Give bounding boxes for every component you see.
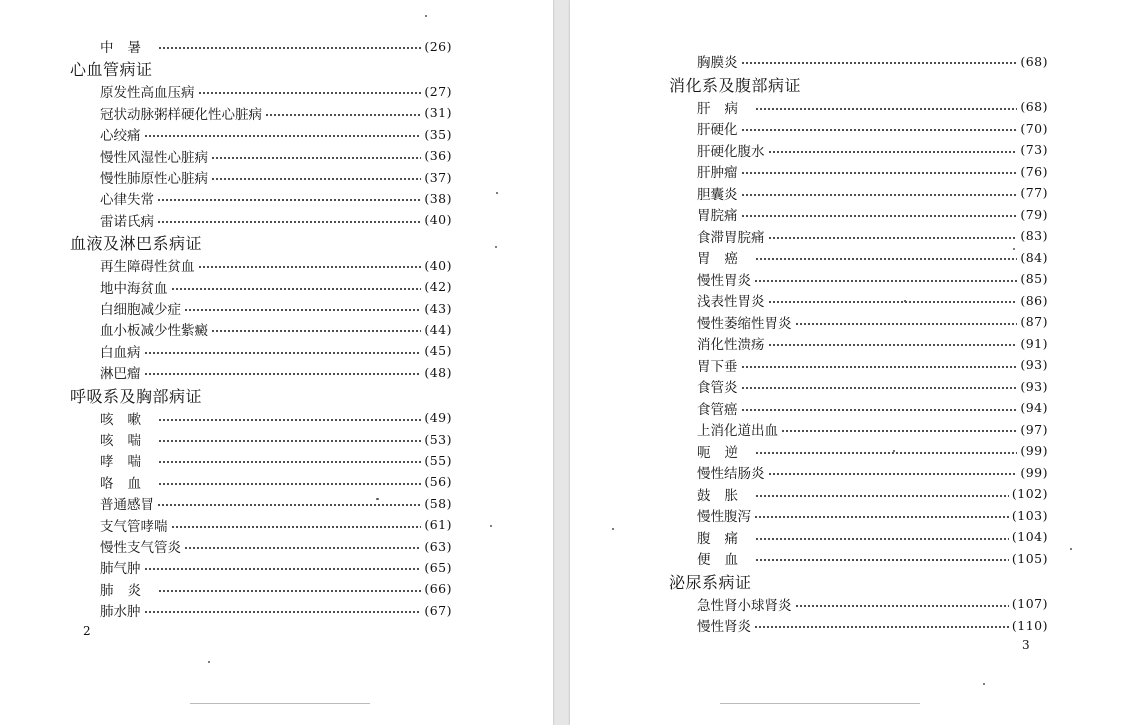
toc-entry[interactable] xyxy=(697,484,1048,504)
toc-entry-label: 肝病 xyxy=(697,100,752,117)
dot-leader xyxy=(184,546,421,550)
toc-entry[interactable] xyxy=(100,319,452,339)
toc-entry[interactable] xyxy=(100,408,452,428)
toc-entry-label: 腹痛 xyxy=(697,530,752,547)
dot-leader xyxy=(755,451,1017,455)
toc-entry-page: (67) xyxy=(424,602,452,618)
toc-entry-page: (87) xyxy=(1020,314,1048,329)
toc-entry[interactable] xyxy=(697,269,1048,289)
toc-entry-label: 肺气肿 xyxy=(100,561,141,578)
dot-leader xyxy=(768,300,1018,304)
toc-entry-label: 咳嗽 xyxy=(100,411,155,428)
toc-entry-label: 中暑 xyxy=(100,40,155,56)
toc-entry[interactable] xyxy=(697,204,1048,224)
toc-entry-page: (65) xyxy=(424,559,452,575)
toc-entry-page: (83) xyxy=(1020,228,1048,243)
dot-leader xyxy=(158,589,421,593)
dot-leader xyxy=(158,418,421,422)
toc-entry[interactable] xyxy=(697,183,1048,203)
toc-entry-label: 慢性支气管炎 xyxy=(100,540,181,556)
toc-entry-label: 胸膜炎 xyxy=(697,55,738,71)
toc-entry[interactable] xyxy=(697,419,1048,439)
dot-leader xyxy=(158,46,421,50)
toc-entry-label: 原发性高血压病 xyxy=(100,85,195,102)
toc-entry-label: 消化性溃疡 xyxy=(697,337,765,353)
dot-leader xyxy=(795,604,1009,608)
dot-leader xyxy=(755,558,1009,562)
toc-entry[interactable] xyxy=(100,210,452,230)
dot-leader xyxy=(755,257,1017,261)
toc-entry[interactable] xyxy=(697,140,1048,160)
toc-entry-page: (56) xyxy=(424,474,452,490)
toc-entry-label: 慢性肾炎 xyxy=(697,619,751,635)
toc-entry-page: (66) xyxy=(424,581,452,597)
toc-entry-page: (49) xyxy=(424,410,452,426)
toc-entry[interactable] xyxy=(697,527,1048,547)
toc-entry-page: (58) xyxy=(424,495,452,511)
toc-entry-page: (86) xyxy=(1020,292,1048,308)
toc-entry[interactable] xyxy=(100,493,452,513)
section-heading: 消化系及腹部病证 xyxy=(669,75,802,95)
dot-leader xyxy=(754,625,1009,629)
toc-entry-page: (55) xyxy=(424,452,452,468)
toc-entry-label: 哮喘 xyxy=(100,454,155,471)
dot-leader xyxy=(144,351,422,355)
toc-entry[interactable] xyxy=(100,579,452,599)
toc-entry-label: 再生障碍性贫血 xyxy=(100,259,195,276)
scan-speck xyxy=(490,525,492,527)
toc-entry-page: (102) xyxy=(1011,486,1048,501)
toc-entry-page: (43) xyxy=(424,300,452,316)
toc-entry-label: 慢性萎缩性胃炎 xyxy=(697,315,792,332)
toc-entry-page: (48) xyxy=(424,364,452,380)
toc-entry[interactable] xyxy=(100,188,452,208)
toc-entry-label: 慢性肺原性心脏病 xyxy=(100,171,208,187)
toc-entry-label: 便血 xyxy=(697,552,752,568)
toc-entry-label: 食管炎 xyxy=(697,380,738,396)
section-heading: 心血管病证 xyxy=(70,60,153,80)
scan-artifact-line xyxy=(720,703,920,704)
dot-leader xyxy=(768,150,1018,154)
scan-speck xyxy=(1070,548,1072,550)
dot-leader xyxy=(158,482,421,486)
dot-leader xyxy=(741,386,1018,390)
toc-entry-page: (84) xyxy=(1020,249,1048,265)
page-number-right: 3 xyxy=(1022,638,1030,652)
toc-entry[interactable] xyxy=(100,515,452,535)
dot-leader xyxy=(741,61,1018,65)
toc-entry-page: (79) xyxy=(1020,206,1048,222)
toc-entry[interactable] xyxy=(697,97,1048,117)
toc-entry[interactable] xyxy=(100,362,452,382)
toc-entry[interactable] xyxy=(100,36,452,56)
toc-entry-label: 支气管哮喘 xyxy=(100,518,168,535)
toc-entry[interactable] xyxy=(100,146,452,166)
toc-entry[interactable] xyxy=(697,615,1048,635)
toc-entry[interactable] xyxy=(697,594,1048,614)
toc-entry[interactable] xyxy=(697,51,1048,71)
toc-list-left xyxy=(0,0,553,725)
toc-entry-label: 肺水肿 xyxy=(100,604,141,621)
dot-leader xyxy=(741,365,1018,369)
toc-entry-page: (107) xyxy=(1011,596,1048,611)
toc-entry[interactable] xyxy=(697,118,1048,138)
toc-entry[interactable] xyxy=(697,312,1048,332)
toc-entry-page: (26) xyxy=(424,38,452,54)
toc-entry[interactable] xyxy=(100,167,452,187)
scan-artifact-line xyxy=(190,703,370,704)
toc-entry-page: (77) xyxy=(1020,185,1048,200)
dot-leader xyxy=(171,287,422,291)
dot-leader xyxy=(741,193,1018,197)
toc-entry[interactable] xyxy=(697,548,1048,568)
toc-entry-label: 肝硬化腹水 xyxy=(697,143,765,160)
toc-entry[interactable] xyxy=(100,277,452,297)
dot-leader xyxy=(211,177,421,181)
section-heading: 呼吸系及胸部病证 xyxy=(70,386,203,406)
dot-leader xyxy=(781,429,1017,433)
toc-entry[interactable] xyxy=(100,341,452,361)
toc-entry-page: (38) xyxy=(424,190,452,206)
toc-entry-label: 肝硬化 xyxy=(697,122,738,138)
dot-leader xyxy=(198,265,422,269)
toc-entry-page: (44) xyxy=(424,321,452,337)
toc-entry-page: (31) xyxy=(424,105,452,121)
toc-entry[interactable] xyxy=(100,429,452,449)
dot-leader xyxy=(755,537,1009,541)
toc-entry-label: 咳喘 xyxy=(100,433,155,449)
toc-entry[interactable] xyxy=(100,255,452,275)
toc-entry-label: 淋巴瘤 xyxy=(100,366,141,383)
toc-entry-label: 慢性风湿性心脏病 xyxy=(100,149,208,166)
toc-entry-page: (70) xyxy=(1020,120,1048,136)
toc-entry-label: 胃癌 xyxy=(697,251,752,267)
dot-leader xyxy=(741,128,1018,132)
toc-entry-label: 上消化道出血 xyxy=(697,423,778,439)
dot-leader xyxy=(198,91,422,95)
toc-entry[interactable] xyxy=(100,472,452,492)
scan-speck xyxy=(208,661,210,663)
toc-entry[interactable] xyxy=(100,298,452,318)
scan-speck xyxy=(983,683,985,685)
scan-speck xyxy=(893,450,895,452)
scan-speck xyxy=(612,528,614,530)
dot-leader xyxy=(754,515,1009,519)
toc-entry-label: 胆囊炎 xyxy=(697,186,738,203)
dot-leader xyxy=(157,220,421,224)
toc-entry-label: 肝肿瘤 xyxy=(697,165,738,181)
toc-entry-page: (91) xyxy=(1020,335,1048,351)
toc-entry-page: (85) xyxy=(1020,271,1048,286)
toc-entry[interactable] xyxy=(100,450,452,470)
dot-leader xyxy=(144,610,422,614)
toc-entry[interactable] xyxy=(100,600,452,620)
toc-entry[interactable] xyxy=(697,462,1048,482)
toc-entry[interactable] xyxy=(100,536,452,556)
toc-entry-label: 肺炎 xyxy=(100,582,155,599)
toc-entry-page: (68) xyxy=(1020,99,1048,114)
toc-entry-label: 浅表性胃炎 xyxy=(697,294,765,310)
toc-entry-page: (97) xyxy=(1020,421,1048,437)
dot-leader xyxy=(754,279,1017,283)
scan-speck xyxy=(1013,248,1015,250)
toc-entry-page: (68) xyxy=(1020,53,1048,69)
toc-entry-page: (36) xyxy=(424,148,452,164)
toc-entry-page: (93) xyxy=(1020,378,1048,394)
toc-entry-label: 呃逆 xyxy=(697,444,752,461)
dot-leader xyxy=(755,107,1017,111)
dot-leader xyxy=(144,372,422,376)
toc-entry[interactable] xyxy=(100,557,452,577)
dot-leader xyxy=(768,472,1018,476)
section-heading: 泌尿系病证 xyxy=(669,572,752,592)
toc-entry-label: 雷诺氏病 xyxy=(100,213,154,230)
toc-entry-label: 普通感冒 xyxy=(100,497,154,514)
toc-entry[interactable] xyxy=(100,103,452,123)
toc-entry[interactable] xyxy=(697,290,1048,310)
toc-entry[interactable] xyxy=(697,376,1048,396)
toc-entry-page: (37) xyxy=(424,169,452,185)
toc-entry-label: 白细胞减少症 xyxy=(100,302,181,318)
toc-entry-page: (73) xyxy=(1020,142,1048,157)
scan-speck xyxy=(495,246,497,248)
toc-entry[interactable] xyxy=(697,398,1048,418)
scan-speck xyxy=(904,300,906,302)
page-number-left: 2 xyxy=(83,624,91,638)
toc-entry-label: 急性肾小球肾炎 xyxy=(697,597,792,614)
dot-leader xyxy=(768,236,1018,240)
left-page xyxy=(0,0,553,725)
toc-entry-label: 胃脘痛 xyxy=(697,208,738,224)
dot-leader xyxy=(144,567,422,571)
toc-entry-page: (61) xyxy=(424,517,452,533)
dot-leader xyxy=(741,214,1018,218)
toc-entry-page: (45) xyxy=(424,343,452,359)
dot-leader xyxy=(157,503,421,507)
toc-entry-label: 咯血 xyxy=(100,475,155,492)
toc-entry-page: (99) xyxy=(1020,443,1048,458)
scan-speck xyxy=(425,15,427,17)
toc-entry-label: 慢性腹泻 xyxy=(697,509,751,525)
toc-entry-page: (63) xyxy=(424,538,452,554)
toc-entry-page: (42) xyxy=(424,279,452,295)
toc-entry-page: (76) xyxy=(1020,163,1048,179)
toc-entry-label: 慢性结肠炎 xyxy=(697,466,765,482)
right-page xyxy=(570,0,1125,725)
toc-entry[interactable] xyxy=(697,226,1048,246)
toc-entry-page: (110) xyxy=(1011,617,1048,633)
toc-entry[interactable] xyxy=(697,505,1048,525)
dot-leader xyxy=(265,113,421,117)
toc-entry-label: 胃下垂 xyxy=(697,358,738,375)
dot-leader xyxy=(755,494,1009,498)
toc-entry-page: (99) xyxy=(1020,464,1048,480)
toc-entry-page: (40) xyxy=(424,257,452,273)
toc-entry[interactable] xyxy=(100,81,452,101)
dot-leader xyxy=(211,329,421,333)
toc-entry-page: (103) xyxy=(1011,507,1048,523)
toc-entry[interactable] xyxy=(697,441,1048,461)
toc-entry-label: 心绞痛 xyxy=(100,128,141,145)
toc-entry-label: 食管癌 xyxy=(697,401,738,418)
section-heading: 血液及淋巴系病证 xyxy=(70,234,203,254)
toc-entry-page: (93) xyxy=(1020,357,1048,372)
toc-entry-label: 血小板减少性紫癜 xyxy=(100,323,208,340)
toc-entry-label: 白血病 xyxy=(100,344,141,361)
toc-entry-page: (27) xyxy=(424,83,452,99)
dot-leader xyxy=(795,322,1018,326)
scan-speck xyxy=(376,498,379,500)
toc-entry-label: 慢性胃炎 xyxy=(697,272,751,289)
toc-entry[interactable] xyxy=(697,355,1048,375)
toc-entry[interactable] xyxy=(697,161,1048,181)
toc-entry-label: 食滞胃脘痛 xyxy=(697,229,765,246)
dot-leader xyxy=(211,156,421,160)
dot-leader xyxy=(741,408,1018,412)
dot-leader xyxy=(158,439,421,443)
toc-entry-page: (105) xyxy=(1011,550,1048,566)
dot-leader xyxy=(157,198,421,202)
dot-leader xyxy=(768,343,1018,347)
toc-entry[interactable] xyxy=(697,333,1048,353)
toc-entry-page: (53) xyxy=(424,431,452,447)
dot-leader xyxy=(171,525,422,529)
toc-list-right xyxy=(570,0,1125,725)
toc-entry-label: 鼓胀 xyxy=(697,487,752,504)
toc-entry-label: 心律失常 xyxy=(100,192,154,209)
toc-entry[interactable] xyxy=(100,124,452,144)
toc-entry-page: (94) xyxy=(1020,400,1048,415)
toc-entry-page: (40) xyxy=(424,212,452,228)
dot-leader xyxy=(144,134,422,138)
toc-entry-page: (104) xyxy=(1011,529,1048,544)
dot-leader xyxy=(184,308,421,312)
scan-speck xyxy=(496,192,498,194)
dot-leader xyxy=(741,171,1018,175)
toc-entry-label: 冠状动脉粥样硬化性心脏病 xyxy=(100,106,262,123)
toc-entry-label: 地中海贫血 xyxy=(100,280,168,297)
dot-leader xyxy=(158,460,421,464)
toc-entry[interactable] xyxy=(697,247,1048,267)
toc-entry-page: (35) xyxy=(424,126,452,142)
